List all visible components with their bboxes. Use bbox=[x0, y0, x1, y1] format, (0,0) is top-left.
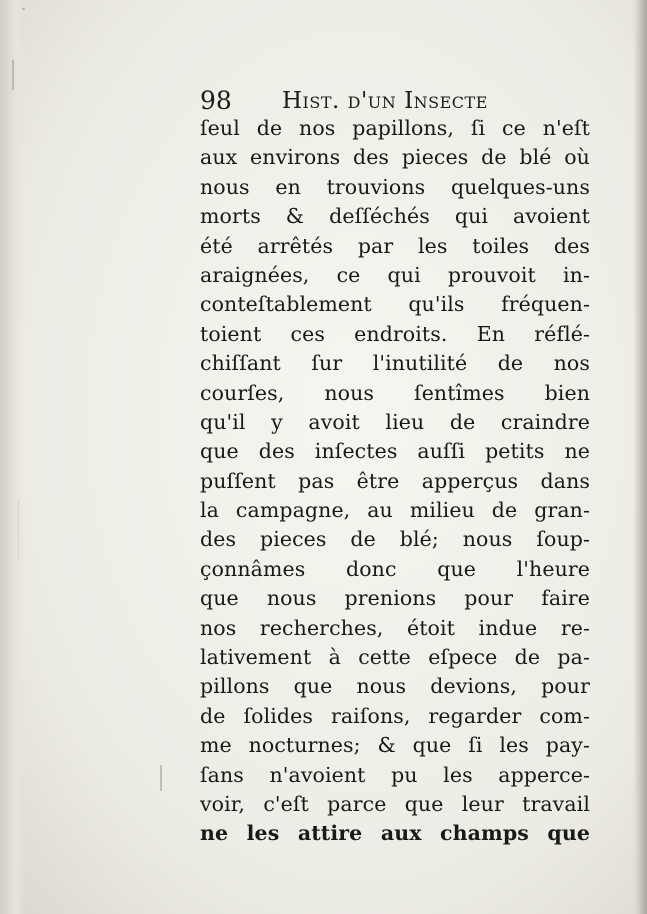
text-line: araignées, ce qui prouvoit in- bbox=[200, 262, 590, 287]
text-line: de ſolides raiſons, regarder com- bbox=[200, 703, 590, 728]
text-line: que des inſectes auſſi petits ne bbox=[200, 439, 590, 464]
text-line: que nous prenions pour faire bbox=[200, 586, 590, 611]
margin-mark bbox=[160, 765, 162, 791]
text-line: conteſtablement qu'ils fréquen- bbox=[200, 292, 590, 317]
text-line: morts & deſſéchés qui avoient bbox=[200, 204, 590, 229]
page-gutter-shadow bbox=[0, 0, 26, 914]
running-head: Hist. d'un Insecte bbox=[282, 88, 488, 114]
text-line: pillons que nous devions, pour bbox=[200, 674, 590, 699]
margin-mark bbox=[22, 8, 25, 10]
page-header bbox=[200, 84, 590, 118]
text-line: chiſſant ſur l'inutilité de nos bbox=[200, 351, 590, 376]
text-line: çonnâmes donc que l'heure bbox=[200, 556, 590, 581]
text-line: courſes, nous ſentîmes bien bbox=[200, 380, 590, 405]
text-line: puſſent pas être apperçus dans bbox=[200, 468, 590, 493]
text-line: me nocturnes; & que ſi les pay- bbox=[200, 733, 590, 758]
text-line: qu'il y avoit lieu de craindre bbox=[200, 409, 590, 434]
page-number: 98 bbox=[200, 86, 232, 115]
body-text bbox=[200, 114, 590, 849]
text-line: nous en trouvions quelques-uns bbox=[200, 174, 590, 199]
text-line: ne les attire aux champs que bbox=[200, 821, 590, 846]
text-line: nos recherches, étoit indue re- bbox=[200, 615, 590, 640]
text-line: des pieces de blé; nous ſoup- bbox=[200, 527, 590, 552]
margin-mark bbox=[18, 500, 19, 560]
text-line: ſans n'avoient pu les apperce- bbox=[200, 762, 590, 787]
text-line: aux environs des pieces de blé où bbox=[200, 145, 590, 170]
text-line: ſeul de nos papillons, ſi ce n'eſt bbox=[200, 116, 590, 140]
text-line: la campagne, au milieu de gran- bbox=[200, 498, 590, 523]
text-line: voir, c'eſt parce que leur travail bbox=[200, 791, 590, 816]
text-line: toient ces endroits. En réflé- bbox=[200, 321, 590, 346]
margin-mark bbox=[12, 60, 14, 90]
page-edge-shadow bbox=[633, 0, 647, 914]
text-line: lativement à cette eſpece de pa- bbox=[200, 645, 590, 670]
text-line: été arrêtés par les toiles des bbox=[200, 233, 590, 258]
